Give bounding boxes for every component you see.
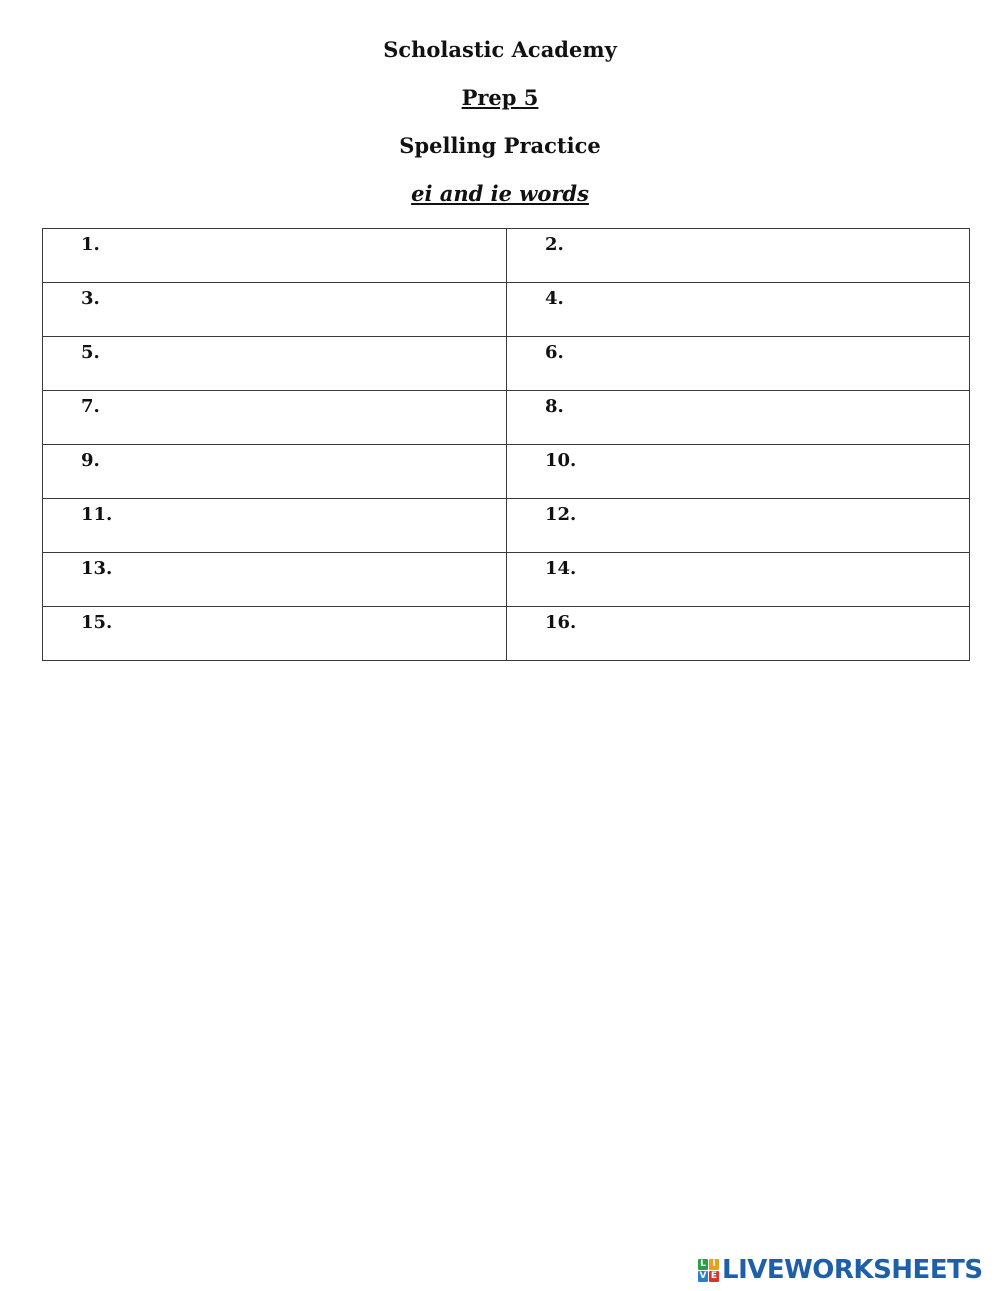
word-cell[interactable]: 12.: [507, 499, 970, 553]
table-row: [43, 553, 970, 607]
table-row: [43, 607, 970, 661]
table-row: [43, 337, 970, 391]
logo-blocks-icon: [698, 1259, 719, 1282]
school-name: Scholastic Academy: [383, 37, 617, 62]
table-row: [43, 283, 970, 337]
table-row: [43, 499, 970, 553]
logo-text: LIVEWORKSHEETS: [722, 1255, 983, 1285]
topic-subtitle: ei and ie words: [411, 181, 589, 206]
liveworksheets-logo: [698, 1256, 983, 1284]
logo-block-v: V: [699, 1270, 707, 1281]
word-cell[interactable]: 4.: [507, 283, 970, 337]
word-cell[interactable]: 1.: [43, 229, 507, 283]
word-cell[interactable]: 8.: [507, 391, 970, 445]
page-title: Spelling Practice: [399, 133, 601, 158]
table-row: [43, 229, 970, 283]
word-cell[interactable]: 5.: [43, 337, 507, 391]
spelling-words-table: [42, 228, 970, 661]
word-cell[interactable]: 2.: [507, 229, 970, 283]
table-row: [43, 391, 970, 445]
word-cell[interactable]: 14.: [507, 553, 970, 607]
word-cell[interactable]: 6.: [507, 337, 970, 391]
word-cell[interactable]: 16.: [507, 607, 970, 661]
word-cell[interactable]: 9.: [43, 445, 507, 499]
word-cell[interactable]: 7.: [43, 391, 507, 445]
table-row: [43, 445, 970, 499]
word-cell[interactable]: 3.: [43, 283, 507, 337]
logo-block-e: E: [710, 1270, 718, 1281]
word-cell[interactable]: 10.: [507, 445, 970, 499]
grade-heading: Prep 5: [461, 85, 539, 110]
word-cell[interactable]: 11.: [43, 499, 507, 553]
logo-block-l: L: [698, 1259, 708, 1270]
word-cell[interactable]: 13.: [43, 553, 507, 607]
logo-block-i: I: [709, 1259, 719, 1270]
word-cell[interactable]: 15.: [43, 607, 507, 661]
